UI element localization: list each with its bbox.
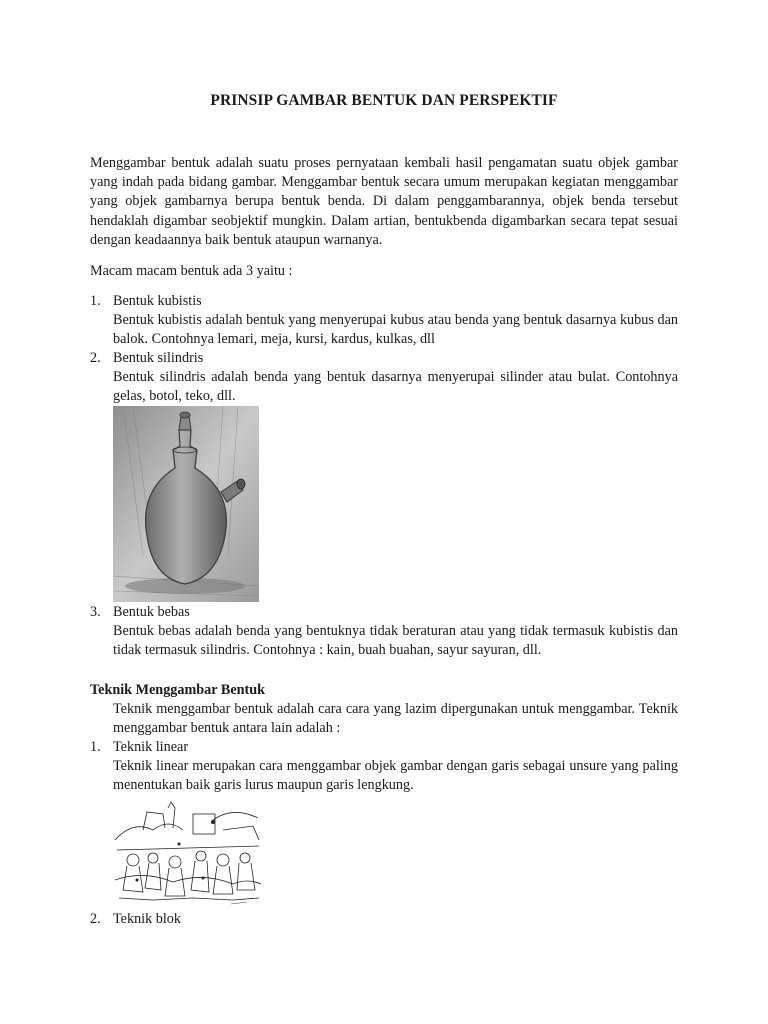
page-title: PRINSIP GAMBAR BENTUK DAN PERSPEKTIF xyxy=(210,92,558,109)
market-sketch-drawing xyxy=(113,800,263,908)
list-item-desc: Bentuk bebas adalah benda yang bentuknya tidak beraturan atau yang tidak termasuk kubistis dan tidak termasuk silindris. Contohnya : kain, buah buahan, sayur sayuran, dll. xyxy=(113,623,678,659)
linear-sketch-image xyxy=(113,800,263,908)
list-number: 2. xyxy=(90,350,101,366)
list-item-desc: Bentuk silindris adalah benda yang bentuk dasarnya menyerupai silinder atau bulat. Contohnya gelas, botol, teko, dll. xyxy=(113,369,678,405)
technique-intro: Teknik menggambar bentuk adalah cara cara yang lazim dipergunakan untuk menggambar. Teknik menggambar bentuk antara lain adalah : xyxy=(113,701,678,737)
list-item-desc: Teknik linear merupakan cara menggambar objek gambar dengan garis sebagai unsure yang paling menentukan baik garis lurus maupun garis lengkung. xyxy=(113,758,678,794)
list-item-title: Teknik blok xyxy=(113,911,181,927)
list-number: 3. xyxy=(90,604,101,620)
vase-sketch-image xyxy=(113,406,259,602)
list-item-title: Teknik linear xyxy=(113,739,189,755)
list-item-title: Bentuk kubistis xyxy=(113,293,202,309)
types-intro: Macam macam bentuk ada 3 yaitu : xyxy=(90,263,293,279)
list-number: 1. xyxy=(90,739,101,755)
list-item-title: Bentuk bebas xyxy=(113,604,190,620)
section-heading: Teknik Menggambar Bentuk xyxy=(90,682,266,698)
intro-paragraph: Menggambar bentuk adalah suatu proses pernyataan kembali hasil pengamatan suatu objek gambar yang indah pada bidang gambar. Menggambar bentuk secara umum merupakan kegiatan menggambar yang objek gambarnya berupa bentuk benda. Di dalam penggambarannya, objek benda tersebut hendaklah digambar seobjektif mungkin. Dalam artian, bentukbenda digambarkan secara tepat sesuai dengan keadaannya baik bentuk ataupun warnanya. xyxy=(90,155,678,248)
vase-drawing xyxy=(113,406,259,602)
list-number: 2. xyxy=(90,911,101,927)
list-number: 1. xyxy=(90,293,101,309)
list-item-desc: Bentuk kubistis adalah bentuk yang menyerupai kubus atau benda yang bentuk dasarnya kubus dan balok. Contohnya lemari, meja, kursi, kardus, kulkas, dll xyxy=(113,312,678,348)
list-item-title: Bentuk silindris xyxy=(113,350,204,366)
